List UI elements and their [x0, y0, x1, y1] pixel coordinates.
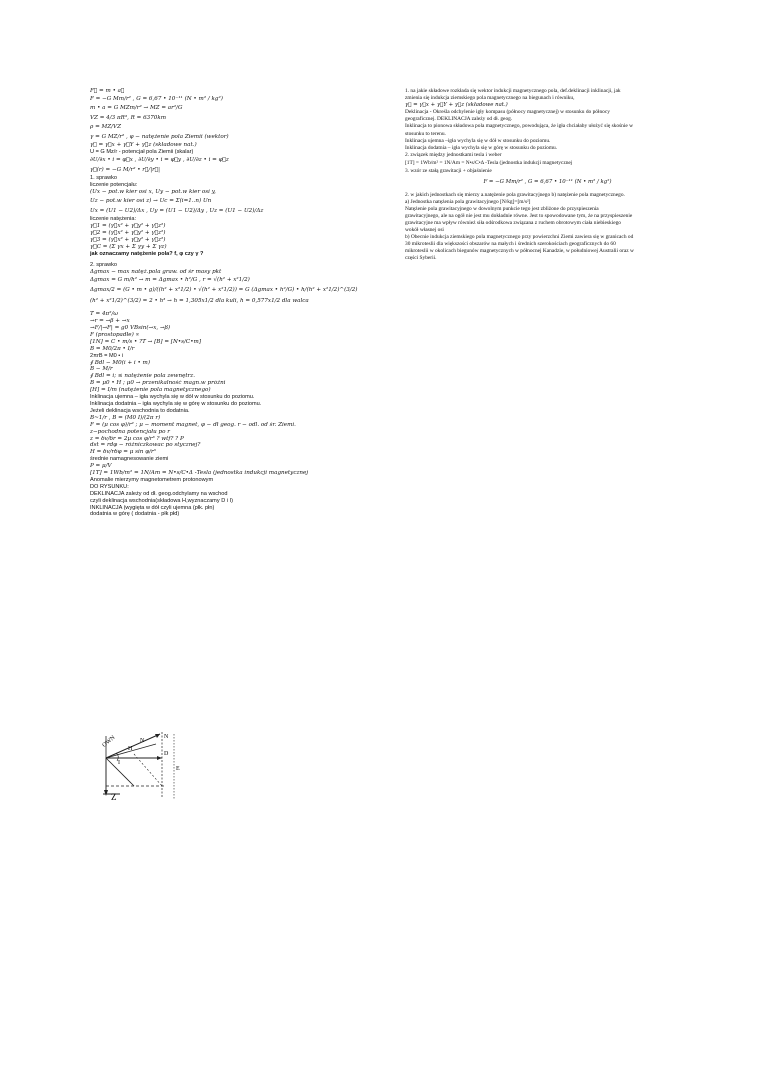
- answer-line: b) Obecnie indukcja ziemskiego pola magnetycznego przy powierzchni Ziemi zawiera się w granicach od: [405, 234, 634, 241]
- note-line: F⃗ = m • a⃗: [90, 88, 125, 94]
- note-line: DEKLINACJA zależy od dł. geog.odchylamy na wschod: [90, 490, 228, 497]
- figure-label: E: [176, 766, 180, 772]
- note-line: m • a = G MZm/r² → MZ = ar²/G: [90, 105, 183, 112]
- note-line: [H] = I/m (natężenie pola magnetycznego): [90, 387, 211, 394]
- note-line: (Ux − pot.w kier osi x, Uy − pot.w kier osi y,: [90, 189, 216, 196]
- right-notes-column: [405, 88, 690, 262]
- answer-line: 3. wzór ze stałą grawitacji + objaśnienie: [405, 168, 492, 175]
- note-line: (h² + x²1/2)^(3/2) = 2 • h³ → h = 1,305x1/2 dla kuli, h = 0,577x1/2 dla walca: [90, 298, 309, 305]
- figure-label: OWN: [101, 734, 117, 749]
- note-line: 1. sprawko: [90, 175, 118, 182]
- answer-line: Deklinacja - Określa odchylenie igły kompasu (północy magnetycznej) w stosunku do północy: [405, 109, 610, 116]
- answer-line: F = −G Mm/r² , G = 6,67 • 10⁻¹¹ (N • m² / kg²): [483, 178, 612, 185]
- note-line: ρ = MZ/VZ: [90, 124, 121, 131]
- note-line: Jeżeli deklinacja wschodnia to dodatnia.: [90, 407, 190, 414]
- answer-line: zmienia się indukcja ziemskiego pola magnetycznego na biegunach i równiku,: [405, 95, 575, 102]
- left-notes-column: [90, 88, 390, 518]
- note-line: z = δv/δr = 2μ cos φ/r³ ? wtf? ? P: [90, 435, 184, 442]
- note-line: liczenie natężenia:: [90, 216, 137, 223]
- answer-line: Natężenie pola grawitacyjnego w dowolnym punkcie tego jest zbliżone do przyspieszenia: [405, 205, 599, 212]
- note-line: B = μ0 • H ; μ0 → przenikalność magn.w próżni: [90, 380, 226, 387]
- answer-line: 30 mikroteslii dla większości obszarów na małych i średnich szerokościach geograficznych do 60: [405, 241, 616, 248]
- note-line: czyli deklinacja wschodnia(składowa H,wyznaczamy D i I): [90, 497, 234, 504]
- figure-label: I: [118, 760, 120, 766]
- note-line: ∮ Bdl − M0(i + i • m): [90, 359, 151, 366]
- note-line: Δgmax − max natęż.pola graw. od śr masy pkt: [90, 268, 222, 275]
- note-line: P = μ/V: [90, 463, 112, 470]
- answer-line: części Syberii.: [405, 255, 437, 262]
- note-line: Inklinacja dodatnia – igła wychyla się w górę w stosunku do poziomu.: [90, 400, 262, 407]
- note-line: ∂U/∂x • i = φ⃗x , ∂U/∂y • i = φ⃗y , ∂U/∂z • i = φ⃗z: [90, 157, 229, 164]
- answer-line: [1T] = 1Wb/m² = 1N/Am = N•s/C•Δ -Tesla (jednostka indukcji magnetycznej: [405, 159, 573, 166]
- note-line: Uz − pot.w kier osi z) → Uc = Σ(i=1..n) Un: [90, 197, 212, 204]
- answer-line: wokół własnej osi: [405, 227, 444, 233]
- note-line: →r = →β + →x: [90, 318, 130, 325]
- note-line: ∮ Bdl = i; ≤ natężenie pola zewnętrz.: [90, 373, 196, 380]
- answer-line: 2. w jakich jednostkach się mierzy a.natężenie pola grawitacyjnego b) natężenie pola magnetycznego.: [405, 191, 625, 198]
- answer-line: Inklinacja dodatnia – igła wychyla się w górę w stosunku do poziomu.: [405, 144, 558, 151]
- answer-line: 2. związek między jednostkami tesla i weber: [405, 151, 502, 158]
- figure-label: D: [164, 751, 169, 757]
- note-line: jak oznaczamy natężenie pola? f, φ czy γ ?: [90, 250, 204, 257]
- note-line: γ⃗3 = (γ⃗x² + γ⃗y² + γ⃗z²): [90, 237, 166, 244]
- note-line: [1N] = C • m/s • ?T → [B] = [N•s/C•m]: [90, 338, 202, 345]
- answer-line: grawitacyjnego, ale na ogół nie jest mu dokładnie równe. Jest to spowodowane tym, że na przyspieszenie: [405, 212, 633, 219]
- answer-line: geograficznej. DEKLINACJA zależy od dł. geog.: [405, 116, 513, 123]
- note-line: F (prostopadłe) ∝: [90, 331, 140, 338]
- note-line: Ux = (U1 − U2)/Δx , Uy = (U1 − U2)/Δy , Uz = (U1 − U2)/Δz: [90, 207, 264, 214]
- figure-label: N: [140, 738, 145, 744]
- note-line: γ⃗C = (Σ γx + Σ γy + Σ γz): [90, 244, 167, 251]
- note-line: 2πrB = M0 • i: [90, 352, 124, 359]
- note-line: B~1/r , B = (M0 I)/(2π r): [90, 414, 161, 421]
- note-line: γ⃗2 = (γ⃗x² + γ⃗y² + γ⃗z²): [90, 230, 166, 237]
- note-line: F = (μ cos φ)/r² ; μ − moment magnet, φ − dł geog. r − odl. od śr. Ziemi.: [90, 421, 296, 428]
- note-line: VZ = 4/3 πR³, R = 6370km: [90, 114, 167, 121]
- note-line: γ⃗(r) = −G M/r² • r⃗/|r⃗|: [90, 166, 161, 173]
- note-line: γ⃗1 = (γ⃗x² + γ⃗y² + γ⃗z²): [90, 223, 166, 230]
- note-line: Δgmax/2 = (G • m • g)/((h² + x²1/2) • √(h² + x²1/2)) = G (Δgmax • h²/G) • h/(h² + x²1/2)^(3/2): [90, 287, 358, 294]
- note-line: dst = rdφ − różniczkowac po stycznej?: [90, 442, 201, 449]
- answer-line: 1. na jakie składowe rozkłada się wektor indukcji magnetycznego pola, def.deklinacji inklinacji, jak: [405, 88, 621, 94]
- note-line: B − M/r: [90, 366, 113, 373]
- answer-line: grawitacyjne ma wpływ również siła odśrodkowa związana z ruchem obrotowym ciała niebieskiego: [405, 219, 621, 226]
- note-line: DO RYSUNKU:: [90, 483, 129, 490]
- answer-line: Inklinacja to pionowa składowa pola magnetycznego, powodująca, że igła chciałaby ułożyć się skośnie w: [405, 123, 633, 130]
- note-line: średnie namagnesowanie ziemi: [90, 456, 169, 463]
- figure-label: H: [128, 746, 133, 752]
- answer-line: γ⃗ = γ⃗x + γ⃗Y + γ⃗z (składowe nat.): [405, 102, 508, 109]
- magnetic-field-vector-diagram: [100, 728, 196, 802]
- note-line: Anomalie mierzymy magnetometrem protonowym: [90, 476, 214, 483]
- note-line: liczenie potencjału:: [90, 182, 138, 189]
- note-line: U = G Mz/r - potencjał pola Ziemii (skalar): [90, 149, 194, 156]
- note-line: dodatnia w górę ( dodatnia - płk płd): [90, 511, 180, 518]
- note-line: →F/|→F| = g0 VBsin(→x, →β): [90, 325, 171, 331]
- figure-label: Z: [111, 792, 117, 802]
- note-line: INKLINACJA (wygięta w dół czyli ujemna (płk. płn): [90, 504, 215, 511]
- note-line: Δgmax = G m/h² → m = Δgmax • h²/G , r = √(h² + x²1/2): [90, 276, 250, 283]
- note-line: B = M0/2π • I/r: [90, 345, 135, 352]
- answer-line: a) Jednostka natężenia pola grawitacyjnego [N/kg]=[m/s²]: [405, 198, 531, 205]
- note-line: z−pochodna potencjału po r: [90, 428, 170, 435]
- note-line: γ = G MZ/r² , φ − natężenie pola Ziemii (wektor): [90, 133, 229, 140]
- note-line: Inklinacja ujemna – igła wychyla się w dół w stosunku do poziomu.: [90, 394, 255, 401]
- note-line: γ⃗ = γ⃗x + γ⃗Y + γ⃗z (składowe nat.): [90, 142, 197, 149]
- note-line: 2. sprawko: [90, 261, 118, 268]
- note-line: [1T] = 1Wb/m² = 1N/Am = N•s/C•Δ -Tesla (jednostka indukcji magnetycznej: [90, 470, 309, 477]
- note-line: H = δv/rδφ = μ sin φ/r³: [90, 449, 156, 456]
- answer-line: mikroteslii w okolicach biegunów magnetycznych w północnej Kanadzie, w południowej Australii oraz w: [405, 248, 634, 255]
- answer-line: stosunku to terenu.: [405, 130, 446, 137]
- note-line: T = 4π²/ω: [90, 311, 118, 318]
- note-line: F = −G Mm/r² , G = 6,67 • 10⁻¹¹ (N • m² / kg²): [90, 95, 223, 102]
- figure-label: N: [164, 734, 169, 740]
- answer-line: Inklinacja ujemna –igła wychyla się w dół w stosunku do poziomu.: [405, 137, 551, 144]
